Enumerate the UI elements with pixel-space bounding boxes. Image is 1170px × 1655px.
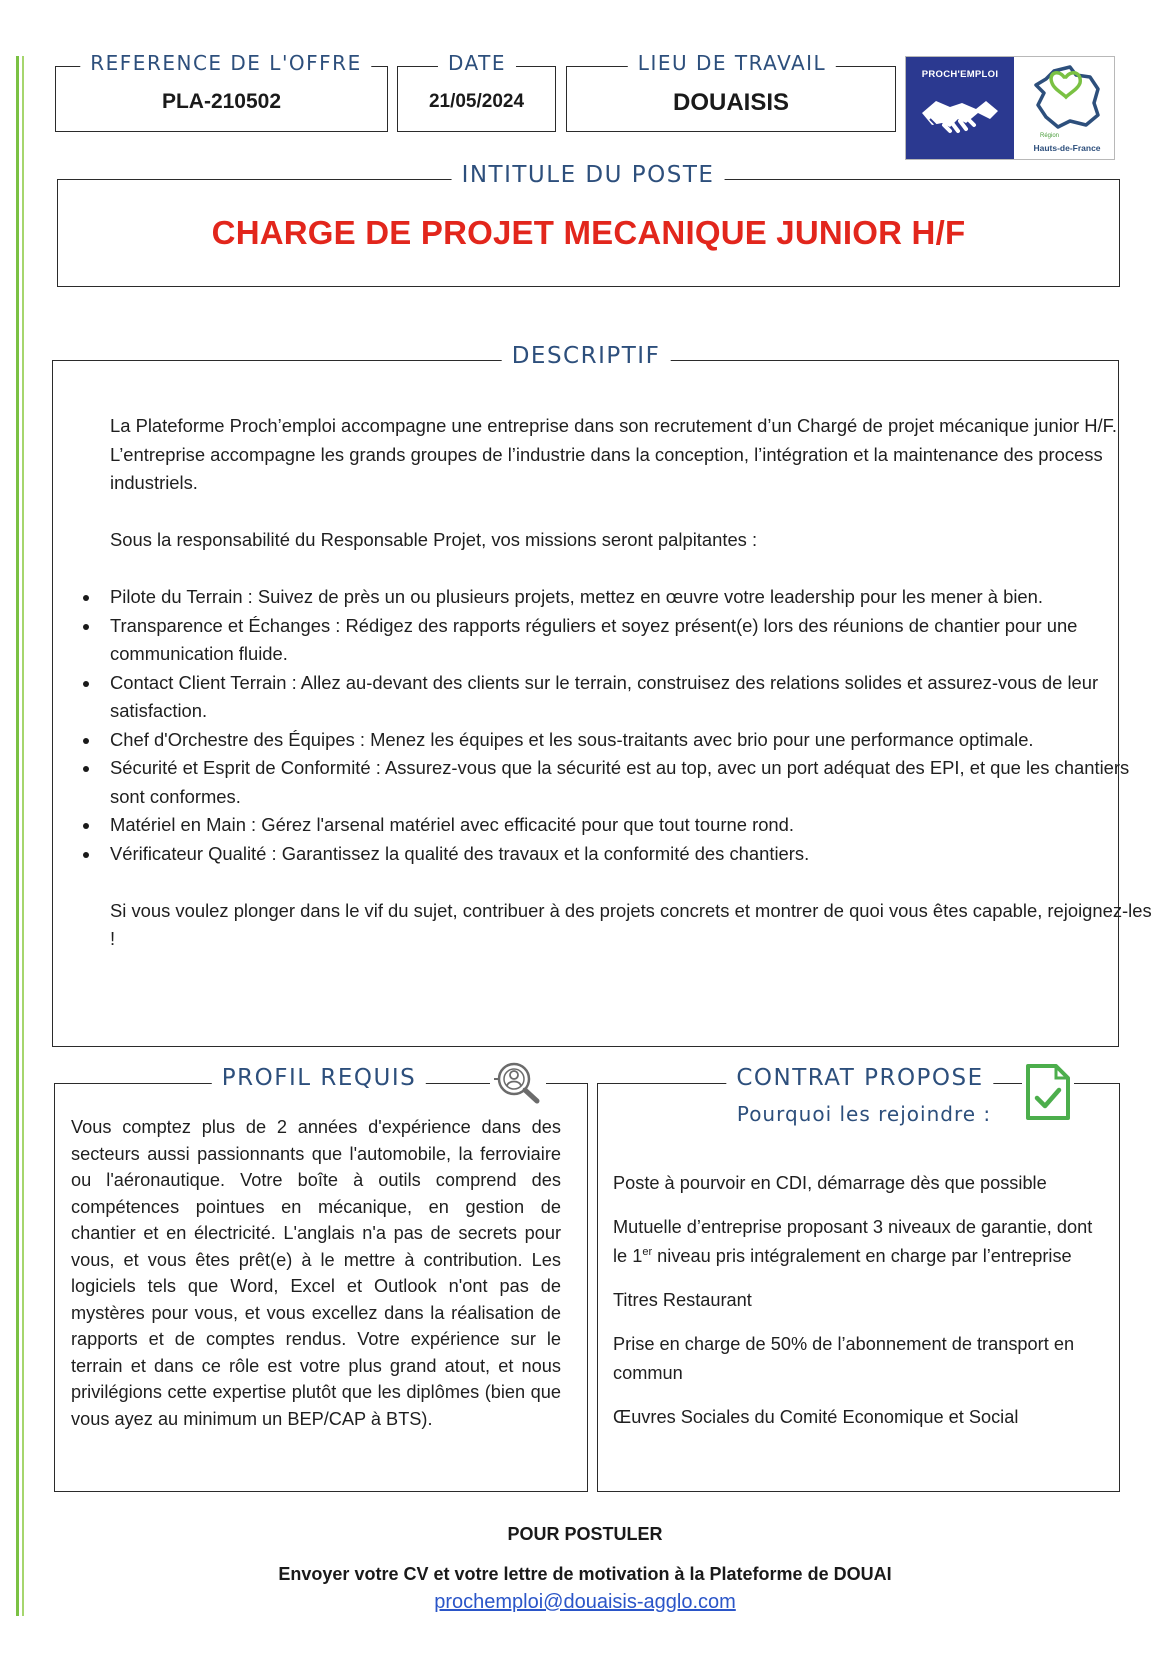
- bullet-icon: [83, 595, 89, 601]
- contract-item: Œuvres Sociales du Comité Economique et Social: [613, 1407, 1019, 1427]
- apply-instructions: Envoyer votre CV et votre lettre de motivation à la Plateforme de DOUAI: [278, 1564, 892, 1584]
- apply-title: POUR POSTULER: [507, 1524, 663, 1544]
- date-value: 21/05/2024: [428, 91, 525, 112]
- description-closing: Si vous voulez plonger dans le vif du sujet, contribuer à des projets concrets et montrer de quoi vous êtes capable, rejoignez-les !: [110, 899, 1152, 949]
- mission-item: Matériel en Main : Gérez l'arsenal matériel avec efficacité pour que tout tourne rond.: [110, 811, 1160, 840]
- contract-label: CONTRAT PROPOSE: [726, 1065, 993, 1091]
- logo-region-name: Hauts-de-France: [1033, 143, 1101, 153]
- contract-item: Mutuelle d’entreprise proposant 3 niveaux de garantie, dont le 1er niveau pris intégralement en charge par l’entreprise: [613, 1217, 1093, 1266]
- bullet-icon: [83, 681, 89, 687]
- bullet-icon: [83, 738, 89, 744]
- bullet-icon: [83, 852, 89, 858]
- contract-subtitle: Pourquoi les rejoindre :: [736, 1102, 992, 1126]
- contract-list: [613, 1169, 1103, 1447]
- bullet-icon: [83, 823, 89, 829]
- document-check-icon: [1022, 1062, 1074, 1122]
- left-accent-line: [16, 56, 19, 1616]
- description-intro: La Plateforme Proch’emploi accompagne une entreprise dans son recrutement d’un Chargé de projet mécanique junior H/F. L’entreprise accompagne les grands groupes de l’industrie dans la conception, l’intégration et la maintenance des process industriels.: [110, 415, 1117, 493]
- missions-list: [110, 583, 1160, 868]
- bullet-icon: [83, 766, 89, 772]
- date-label: DATE: [438, 51, 516, 75]
- mission-item: Vérificateur Qualité : Garantissez la qualité des travaux et la conformité des chantiers.: [110, 840, 1160, 869]
- apply-email-link[interactable]: prochemploi@douaisis-agglo.com: [434, 1591, 736, 1613]
- date-box: [397, 51, 556, 132]
- mission-item: Chef d'Orchestre des Équipes : Menez les équipes et les sous-traitants avec brio pour une performance optimale.: [110, 726, 1160, 755]
- contract-item: Prise en charge de 50% de l’abonnement de transport en commun: [613, 1334, 1075, 1383]
- bullet-icon: [83, 624, 89, 630]
- location-box: [566, 51, 896, 132]
- logo-region-small: Région: [1040, 133, 1060, 139]
- left-accent-line-light: [22, 56, 24, 1616]
- description-lead: Sous la responsabilité du Responsable Projet, vos missions seront palpitantes :: [110, 529, 758, 550]
- contract-item: Poste à pourvoir en CDI, démarrage dès que possible: [613, 1173, 1047, 1193]
- description-label: DESCRIPTIF: [502, 343, 671, 369]
- logo-brand-name: PROCH'EMPLOI: [921, 69, 999, 80]
- description-box: [52, 343, 1152, 1047]
- contract-box: [597, 1065, 1120, 1492]
- handshake-icon: [920, 89, 1000, 145]
- reference-label: REFERENCE DE L'OFFRE: [80, 51, 371, 75]
- reference-value: PLA-210502: [161, 90, 282, 113]
- profile-box: [54, 1065, 588, 1492]
- location-label: LIEU DE TRAVAIL: [628, 51, 836, 75]
- mission-item: Pilote du Terrain : Suivez de près un ou plusieurs projets, mettez en œuvre votre leadership pour les mener à bien.: [110, 583, 1160, 612]
- job-title-box: [57, 162, 1120, 287]
- description-body: [110, 412, 1160, 954]
- mission-item: Transparence et Échanges : Rédigez des rapports réguliers et soyez présent(e) lors des réunions de chantier pour une communication fluide.: [110, 612, 1160, 669]
- proch-emploi-logo: [905, 56, 1115, 160]
- job-title: CHARGE DE PROJET MECANIQUE JUNIOR H/F: [211, 214, 966, 251]
- france-map-icon: [1024, 63, 1110, 133]
- mission-item: Contact Client Terrain : Allez au-devant des clients sur le terrain, construisez des relations solides et assurez-vous de leur satisfaction.: [110, 669, 1160, 726]
- search-user-icon: [490, 1057, 546, 1105]
- profile-label: PROFIL REQUIS: [212, 1065, 426, 1091]
- profile-text: Vous comptez plus de 2 années d'expérience dans des secteurs aussi passionnants que l'automobile, la ferroviaire ou l'aéronautique. Votre boîte à outils comprend des compétences pointues en mécanique, en gestion de chantier et en électricité. L'anglais n'a pas de secrets pour vous, et vous êtes prêt(e) à le mettre à contribution. Les logiciels tels que Word, Excel et Outlook n'ont pas de mystères pour vous, et vous excellez dans la réalisation de rapports et de comptes rendus. Votre expérience sur le terrain et dans ce rôle est votre plus grand atout, et nous privilégions cette expertise plutôt que les diplômes (bien que vous ayez au minimum un BEP/CAP à BTS).: [71, 1117, 561, 1429]
- contract-item: Titres Restaurant: [613, 1290, 752, 1310]
- mission-item: Sécurité et Esprit de Conformité : Assurez-vous que la sécurité est au top, avec un port adéquat des EPI, et que les chantiers sont conformes.: [110, 754, 1160, 811]
- logo-brand-panel: [906, 57, 1014, 159]
- reference-box: [55, 51, 388, 132]
- location-value: DOUAISIS: [672, 89, 789, 116]
- job-title-label: INTITULE DU POSTE: [452, 162, 725, 188]
